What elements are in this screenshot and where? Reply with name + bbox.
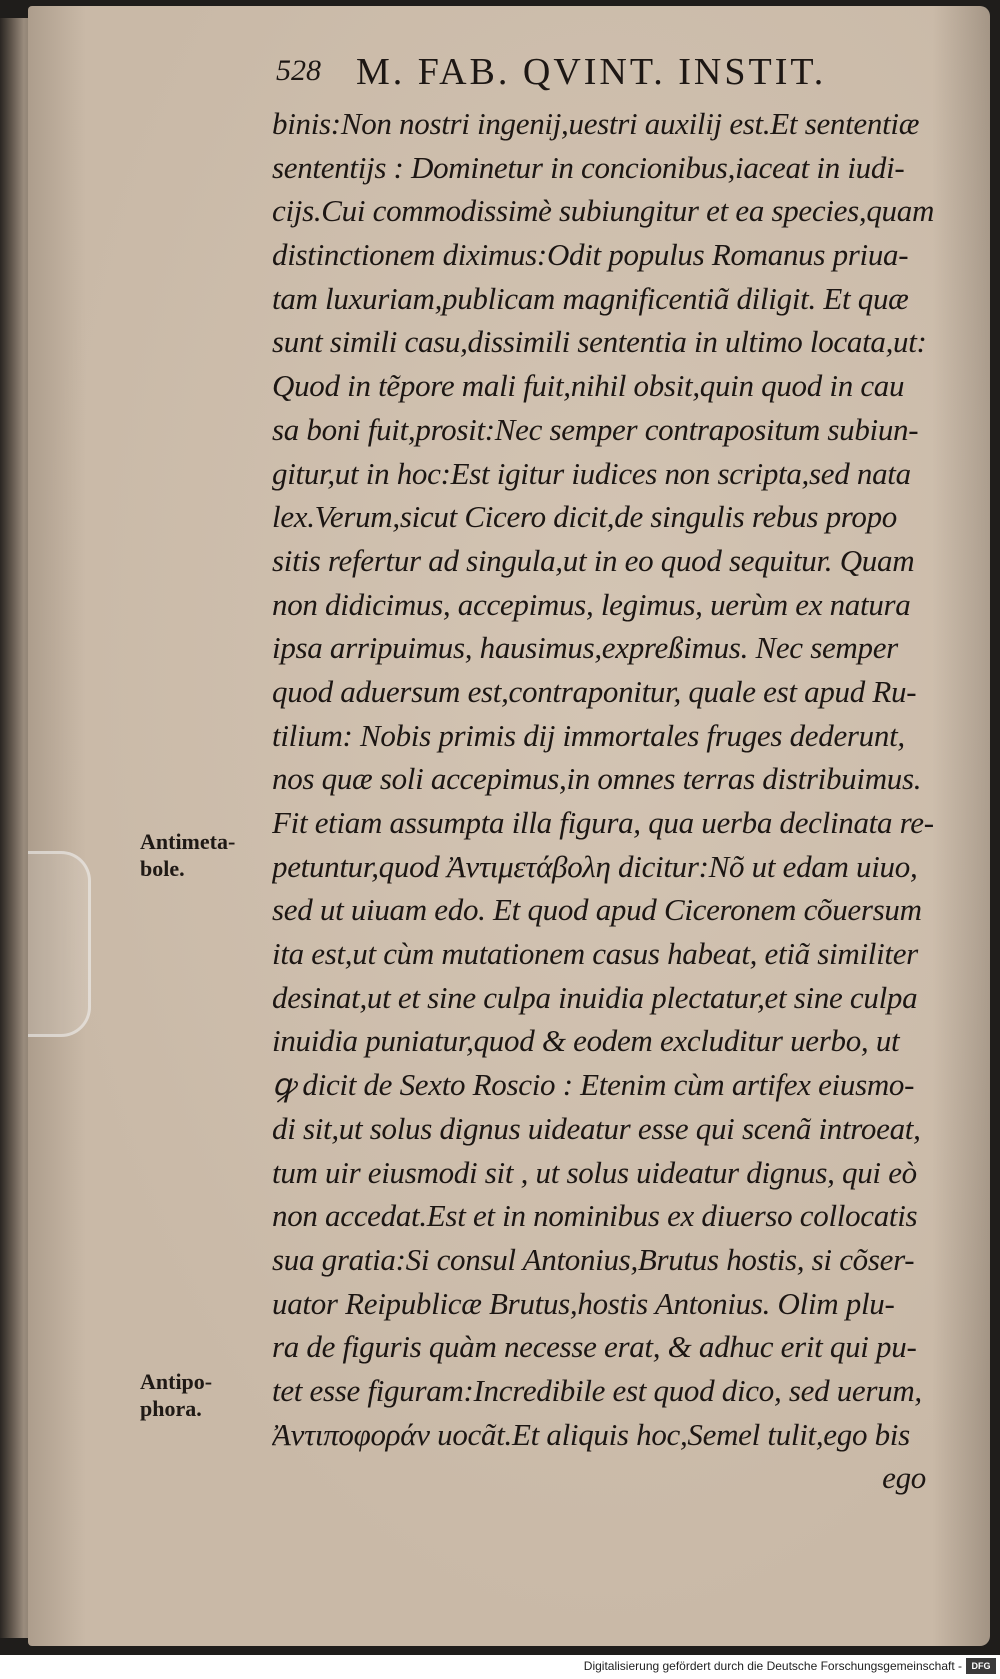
- text-line: non accedat.Est et in nominibus ex diuerso collocatis: [272, 1198, 918, 1234]
- text-line: ꝙ dicit de Sexto Roscio : Etenim cùm artifex eiusmo-: [272, 1067, 915, 1103]
- text-line: ra de figuris quàm necesse erat, & adhuc erit qui pu-: [272, 1329, 917, 1365]
- text-line: sua gratia:Si consul Antonius,Brutus hostis, si cõser-: [272, 1241, 915, 1277]
- dfg-logo-icon: DFG: [966, 1658, 996, 1674]
- text-line: gitur,ut in hoc:Est igitur iudices non scripta,sed nata: [272, 455, 911, 491]
- text-line: distinctionem diximus:Odit populus Romanus priua-: [272, 237, 909, 273]
- text-line: sa boni fuit,prosit:Nec semper contrapositum subiun-: [272, 411, 919, 447]
- page-number: 528: [276, 54, 321, 87]
- text-line: di sit,ut solus dignus uideatur esse qui scenã introeat,: [272, 1110, 921, 1146]
- digitization-credit: Digitalisierung gefördert durch die Deutsche Forschungsgemeinschaft -: [583, 1659, 962, 1673]
- text-line: Quod in tẽpore mali fuit,nihil obsit,quin quod in cau: [272, 368, 905, 404]
- text-line: sunt simili casu,dissimili sententia in ultimo locata,ut:: [272, 324, 927, 360]
- text-line: desinat,ut et sine culpa inuidia plectatur,et sine culpa: [272, 979, 918, 1015]
- text-line: inuidia puniatur,quod & eodem excluditur uerbo, ut: [272, 1023, 900, 1059]
- footer-bar: [0, 1655, 1000, 1679]
- text-line: ita est,ut cùm mutationem casus habeat, etiã similiter: [272, 936, 918, 972]
- margin-note-antimetabole: [140, 828, 235, 882]
- page-header: [276, 50, 916, 100]
- text-line: binis:Non nostri ingenij,uestri auxilij est.Et sententiæ: [272, 106, 920, 141]
- text-line: tum uir eiusmodi sit , ut solus uideatur dignus, qui eò: [272, 1154, 917, 1190]
- page-clip: [28, 851, 91, 1037]
- margin-note-antipophora: [140, 1368, 212, 1422]
- body-text: [272, 102, 962, 1500]
- text-line: uator Reipublicæ Brutus,hostis Antonius. Olim plu-: [272, 1285, 895, 1321]
- text-line: lex.Verum,sicut Cicero dicit,de singulis rebus propo: [272, 499, 897, 535]
- text-line: quod aduersum est,contraponitur, quale est apud Ru-: [272, 673, 917, 709]
- text-line: sententijs : Dominetur in concionibus,iaceat in iudi-: [272, 149, 905, 185]
- text-line: ipsa arripuimus, hausimus,expreßimus. Nec semper: [272, 630, 898, 666]
- text-line: Fit etiam assumpta illa figura, qua uerba declinata re-: [272, 805, 934, 840]
- text-line: petuntur,quod Ἀντιμετάβολη dicitur:Nõ ut edam uiuo,: [272, 848, 918, 884]
- margin-note-line: Antipo-: [140, 1369, 213, 1394]
- text-line: non didicimus, accepimus, legimus, uerùm ex natura: [272, 586, 911, 622]
- text-line: sitis refertur ad singula,ut in eo quod sequitur. Quam: [272, 542, 915, 578]
- text-line: tet esse figuram:Incredibile est quod dico, sed uerum,: [272, 1372, 922, 1408]
- text-line: Ἀντιποφοράν uocãt.Et aliquis hoc,Semel tulit,ego bis: [272, 1416, 910, 1452]
- text-line: tam luxuriam,publicam magnificentiã diligit. Et quæ: [272, 280, 909, 316]
- catchword: ego: [882, 1460, 926, 1496]
- margin-note-line: Antimeta-: [140, 829, 236, 854]
- text-line: tilium: Nobis primis dij immortales fruges dederunt,: [272, 717, 905, 753]
- margin-note-line: phora.: [140, 1396, 202, 1421]
- margin-note-line: bole.: [140, 856, 185, 881]
- text-line: sed ut uiuam edo. Et quod apud Ciceronem cõuersum: [272, 892, 922, 928]
- text-line: cijs.Cui commodissimè subiungitur et ea species,quam: [272, 193, 935, 229]
- text-line: nos quæ soli accepimus,in omnes terras distribuimus.: [272, 761, 922, 797]
- running-title: M. FAB. QVINT. INSTIT.: [356, 51, 827, 93]
